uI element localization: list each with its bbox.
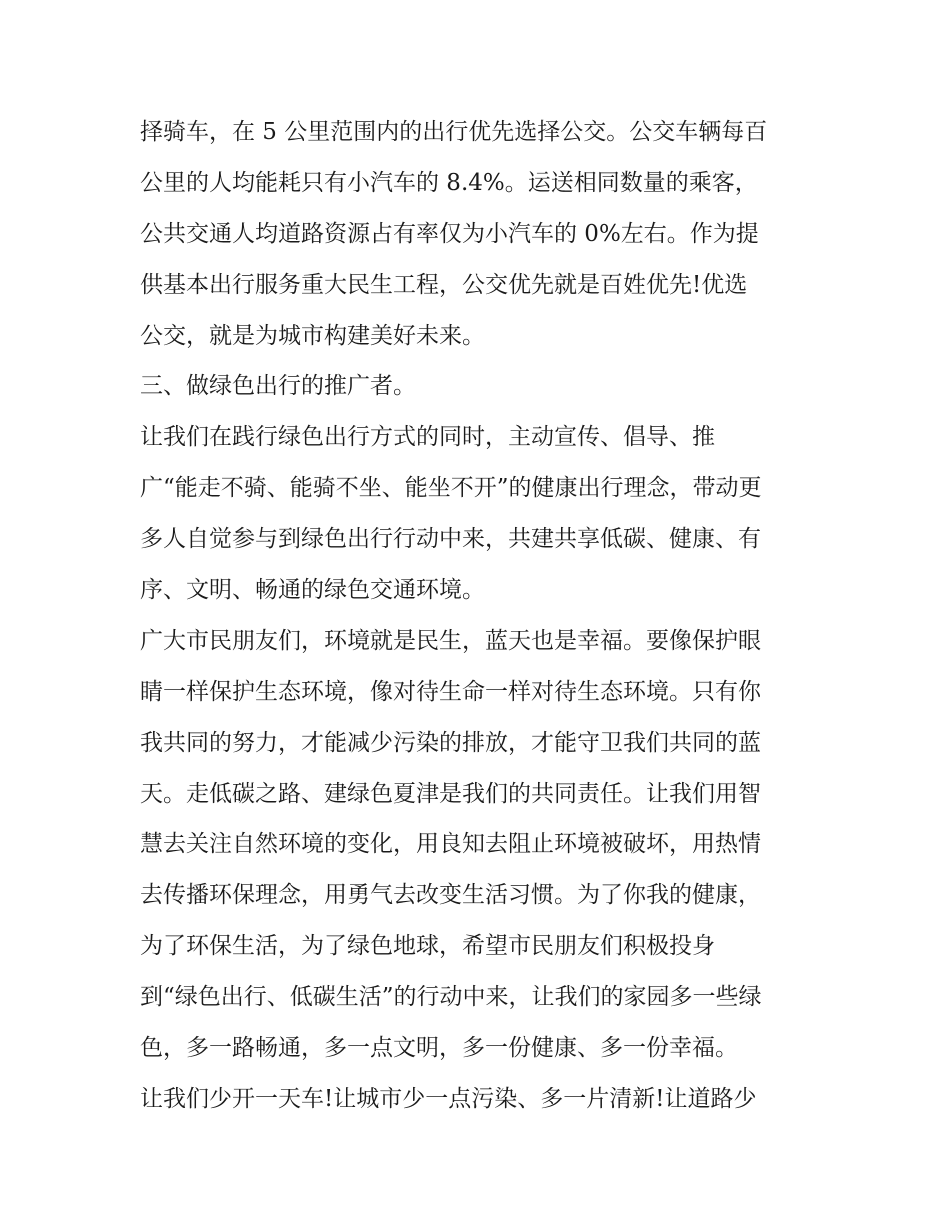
text-line: 公共交通人均道路资源占有率仅为小汽车的 0%左右。作为提 [140,220,759,247]
text-line: 序、文明、畅通的绿色交通环境。 [140,577,485,604]
text-line: 色，多一路畅通，多一点文明，多一份健康、多一份幸福。 [140,1035,738,1062]
text-line: 睛一样保护生态环境，像对待生命一样对待生态环境。只有你 [140,678,761,705]
text-line: 多人自觉参与到绿色出行行动中来，共建共享低碳、健康、有 [140,526,761,553]
text-line: 让我们少开一天车!让城市少一点污染、多一片清新!让道路少 [140,1085,757,1112]
text-line: 广“能走不骑、能骑不坐、能坐不开”的健康出行理念，带动更 [140,475,762,502]
text-line: 天。走低碳之路、建绿色夏津是我们的共同责任。让我们用智 [140,780,761,807]
text-line: 慧去关注自然环境的变化，用良知去阻止环境被破坏，用热情 [140,831,761,858]
text-line: 供基本出行服务重大民生工程，公交优先就是百姓优先!优选 [140,271,748,298]
text-line: 广大市民朋友们，环境就是民生，蓝天也是幸福。要像保护眼 [140,627,761,654]
section-heading: 三、做绿色出行的推广者。 [140,373,416,400]
text-line: 我共同的努力，才能减少污染的排放，才能守卫我们共同的蓝 [140,729,761,756]
text-line: 到“绿色出行、低碳生活”的行动中来，让我们的家园多一些绿 [140,984,762,1011]
text-line: 公交，就是为城市构建美好未来。 [140,322,485,349]
text-line: 去传播环保理念，用勇气去改变生活习惯。为了你我的健康， [140,882,761,909]
text-line: 公里的人均能耗只有小汽车的 8.4%。运送相同数量的乘客， [140,169,758,196]
text-line: 择骑车，在 5 公里范围内的出行优先选择公交。公交车辆每百 [140,119,768,145]
text-line: 让我们在践行绿色出行方式的同时，主动宣传、倡导、推 [140,424,715,451]
text-line: 为了环保生活，为了绿色地球，希望市民朋友们积极投身 [140,933,715,960]
body-text [140,107,820,1125]
